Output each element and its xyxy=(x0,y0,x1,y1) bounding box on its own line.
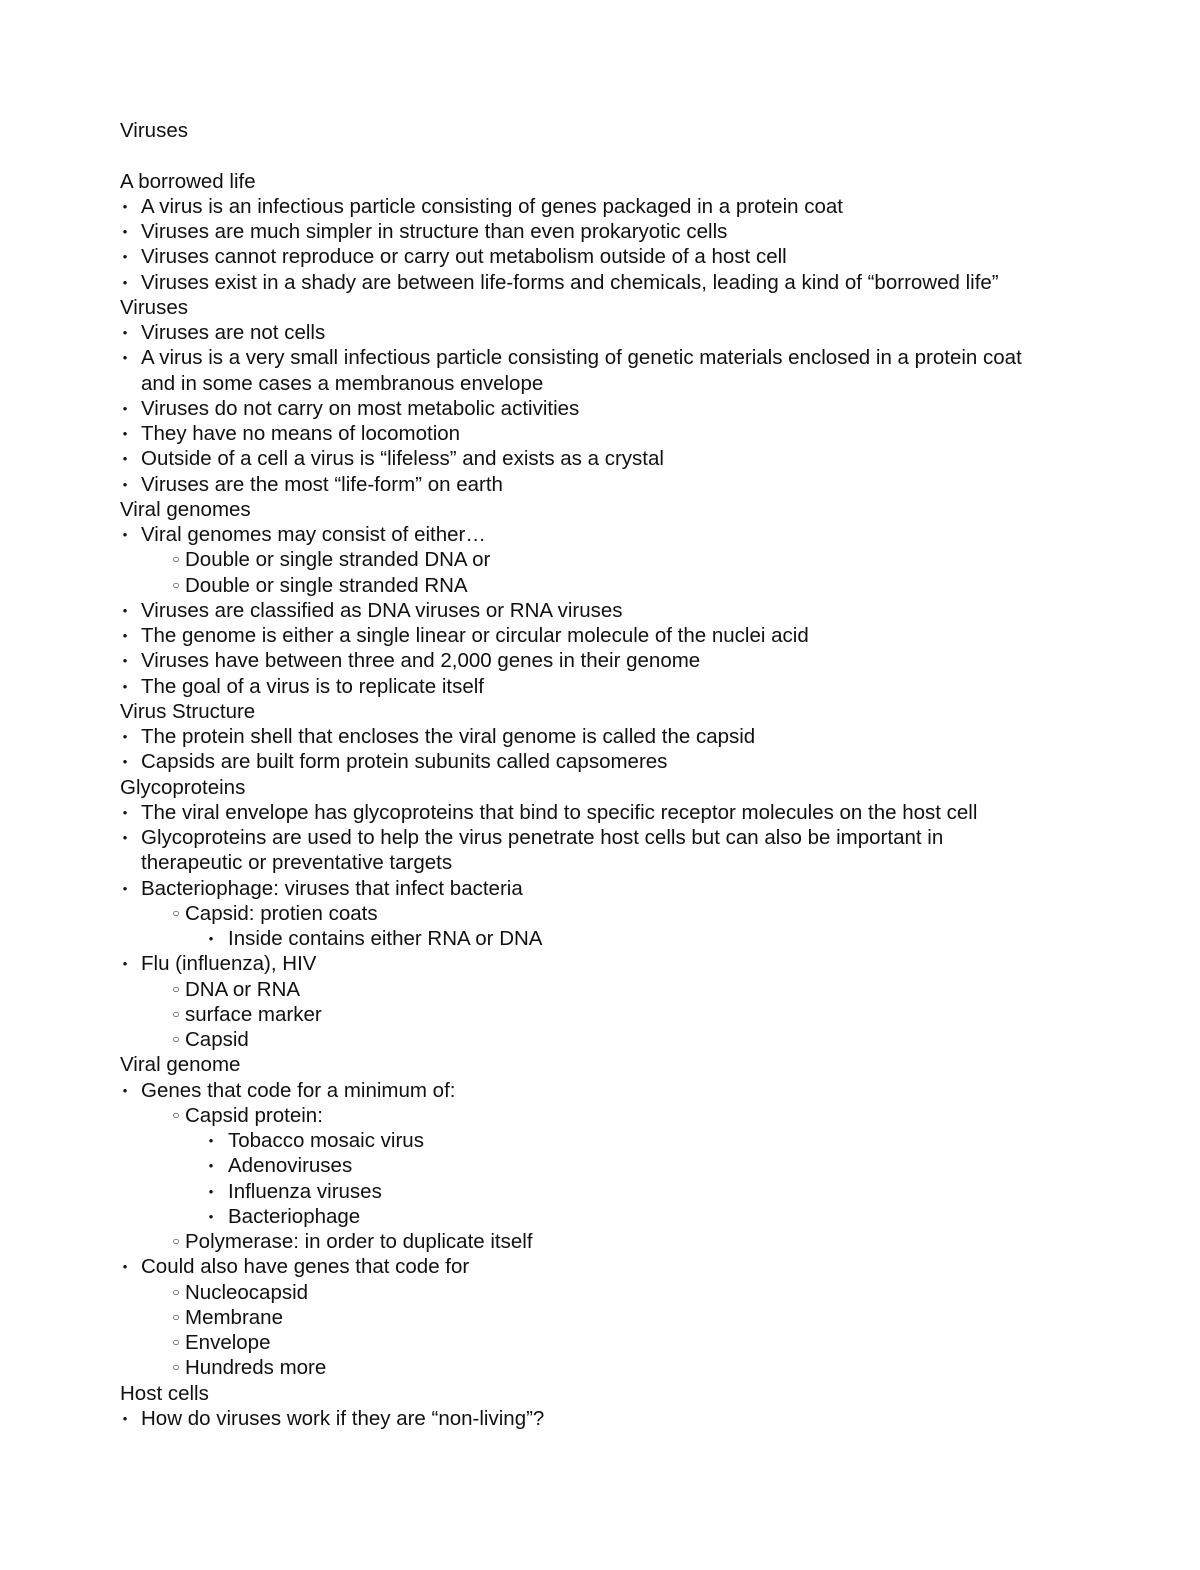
list-item xyxy=(120,1280,1080,1305)
list-item xyxy=(120,1128,1080,1153)
list-item-text: The genome is either a single linear or circular molecule of the nuclei acid xyxy=(141,624,809,647)
list-item xyxy=(120,547,1080,572)
document-body xyxy=(120,118,1080,1431)
bullet-icon: • xyxy=(208,1133,214,1148)
list-item xyxy=(120,648,1080,673)
hollow-bullet-icon: ○ xyxy=(172,981,180,996)
list-item-text: Viruses are classified as DNA viruses or RNA viruses xyxy=(141,598,623,622)
bullet-icon: • xyxy=(122,350,128,366)
hollow-bullet-icon: ○ xyxy=(172,1309,180,1324)
bullet-icon: • xyxy=(122,224,128,239)
list-item xyxy=(120,901,1080,926)
list-item-continuation xyxy=(120,371,1080,396)
notes-list xyxy=(120,169,1080,1432)
list-item xyxy=(120,1355,1080,1380)
list-item xyxy=(120,926,1080,951)
list-item xyxy=(120,522,1080,547)
list-item-text: Viruses are the most “life-form” on earth xyxy=(141,472,503,496)
list-item-text: Viruses cannot reproduce or carry out metabolism outside of a host cell xyxy=(141,245,787,269)
bullet-icon: • xyxy=(122,400,128,416)
list-item-text: Outside of a cell a virus is “lifeless” and exists as a crystal xyxy=(141,447,664,471)
list-item-continuation xyxy=(120,850,1080,875)
list-item-text: Double or single stranded DNA or xyxy=(185,548,491,572)
list-item xyxy=(120,749,1080,774)
list-item-text: Bacteriophage xyxy=(228,1204,361,1228)
list-item xyxy=(120,1305,1080,1330)
hollow-bullet-icon: ○ xyxy=(172,1234,180,1248)
list-item-text: Viruses exist in a shady are between life-forms and chemicals, leading a kind of “borrowed life” xyxy=(141,270,999,294)
hollow-bullet-icon: ○ xyxy=(172,905,180,920)
list-item-text: Could also have genes that code for xyxy=(141,1255,470,1279)
bullet-icon: • xyxy=(208,931,214,946)
section-heading: Host cells xyxy=(120,1381,209,1405)
bullet-icon: • xyxy=(122,830,128,845)
section-heading: Viruses xyxy=(120,295,188,319)
list-item xyxy=(120,1027,1080,1052)
section-heading: Virus Structure xyxy=(120,699,256,723)
list-item xyxy=(120,320,1080,345)
list-item-text: DNA or RNA xyxy=(185,977,301,1001)
list-item xyxy=(120,1254,1080,1279)
list-item-text: Viruses are not cells xyxy=(141,321,326,344)
bullet-icon: • xyxy=(122,527,128,542)
list-item xyxy=(120,446,1080,471)
list-item-text: Flu (influenza), HIV xyxy=(141,952,317,976)
list-item xyxy=(120,1406,1080,1431)
hollow-bullet-icon: ○ xyxy=(172,552,180,567)
list-item-text: and in some cases a membranous envelope xyxy=(141,371,544,395)
list-item-text: Membrane xyxy=(185,1305,283,1329)
list-item-text: Polymerase: in order to duplicate itself xyxy=(185,1230,533,1253)
list-item xyxy=(120,1153,1080,1178)
list-item xyxy=(120,825,1080,850)
list-item xyxy=(120,724,1080,749)
blank-line xyxy=(120,143,1080,168)
bullet-icon: • xyxy=(122,804,128,820)
bullet-icon: • xyxy=(122,956,128,972)
list-item-text: A virus is a very small infectious particle consisting of genetic materials enclosed in a protein coat xyxy=(141,346,1022,370)
list-item xyxy=(120,1103,1080,1128)
list-item-text: Inside contains either RNA or DNA xyxy=(228,927,543,950)
list-item-text: The protein shell that encloses the viral genome is called the capsid xyxy=(141,725,756,748)
list-item-text: Bacteriophage: viruses that infect bacteria xyxy=(141,876,523,900)
document-title: Viruses xyxy=(120,119,188,142)
list-item xyxy=(120,1002,1080,1027)
list-item xyxy=(120,1078,1080,1103)
hollow-bullet-icon: ○ xyxy=(172,577,180,592)
list-item xyxy=(120,1204,1080,1229)
list-item xyxy=(120,876,1080,901)
hollow-bullet-icon: ○ xyxy=(172,1335,180,1349)
bullet-icon: • xyxy=(208,1183,214,1199)
hollow-bullet-icon: ○ xyxy=(172,1006,180,1021)
list-item xyxy=(120,623,1080,648)
list-item-text: Hundreds more xyxy=(185,1356,327,1380)
list-item-text: Capsid xyxy=(185,1028,249,1051)
list-item-text: Genes that code for a minimum of: xyxy=(141,1078,456,1102)
bullet-icon: • xyxy=(122,249,128,265)
list-item xyxy=(120,219,1080,244)
list-item-text: surface marker xyxy=(185,1002,322,1026)
bullet-icon: • xyxy=(122,476,128,492)
bullet-icon: • xyxy=(122,628,128,643)
list-item xyxy=(120,977,1080,1002)
list-item-text: therapeutic or preventative targets xyxy=(141,851,453,875)
section-heading: Glycoproteins xyxy=(120,775,246,799)
list-item xyxy=(120,270,1080,295)
bullet-icon: • xyxy=(122,1410,128,1426)
list-item-text: They have no means of locomotion xyxy=(141,422,461,445)
list-item xyxy=(120,194,1080,219)
section-heading: Viral genomes xyxy=(120,497,251,521)
list-item xyxy=(120,573,1080,598)
list-item xyxy=(120,1330,1080,1355)
bullet-icon: • xyxy=(122,1082,128,1098)
list-item xyxy=(120,472,1080,497)
bullet-icon: • xyxy=(122,602,128,618)
list-item-text: Viruses have between three and 2,000 genes in their genome xyxy=(141,649,701,673)
list-item xyxy=(120,421,1080,446)
list-item xyxy=(120,1179,1080,1204)
bullet-icon: • xyxy=(122,1259,128,1275)
list-item-text: Envelope xyxy=(185,1331,271,1354)
list-item-text: Viruses are much simpler in structure than even prokaryotic cells xyxy=(141,220,728,243)
list-item xyxy=(120,951,1080,976)
bullet-icon: • xyxy=(208,1208,214,1224)
list-item-text: Adenoviruses xyxy=(228,1154,353,1178)
list-item-text: Capsids are built form protein subunits called capsomeres xyxy=(141,750,668,774)
bullet-icon: • xyxy=(122,754,128,770)
list-item-text: Nucleocapsid xyxy=(185,1280,309,1304)
list-item-text: Capsid: protien coats xyxy=(185,901,378,925)
hollow-bullet-icon: ○ xyxy=(172,1360,180,1375)
bullet-icon: • xyxy=(122,729,128,744)
hollow-bullet-icon: ○ xyxy=(172,1107,180,1122)
list-item-text: The viral envelope has glycoproteins that bind to specific receptor molecules on the host cell xyxy=(141,800,978,824)
list-item-text: Glycoproteins are used to help the virus penetrate host cells but can also be important in xyxy=(141,826,944,849)
list-item-text: How do viruses work if they are “non-living”? xyxy=(141,1406,545,1430)
bullet-icon: • xyxy=(122,451,128,467)
bullet-icon: • xyxy=(122,274,128,290)
list-item xyxy=(120,1229,1080,1254)
list-item-text: Viruses do not carry on most metabolic activities xyxy=(141,396,580,420)
list-item-text: The goal of a virus is to replicate itself xyxy=(141,674,484,698)
bullet-icon: • xyxy=(122,325,128,340)
list-item xyxy=(120,674,1080,699)
hollow-bullet-icon: ○ xyxy=(172,1032,180,1046)
bullet-icon: • xyxy=(122,880,128,896)
bullet-icon: • xyxy=(122,426,128,441)
list-item xyxy=(120,800,1080,825)
list-item-text: Viral genomes may consist of either… xyxy=(141,523,486,546)
list-item-text: Double or single stranded RNA xyxy=(185,573,468,597)
section-heading: A borrowed life xyxy=(120,169,256,193)
list-item-text: Capsid protein: xyxy=(185,1103,323,1127)
list-item xyxy=(120,345,1080,370)
list-item xyxy=(120,396,1080,421)
list-item-text: A virus is an infectious particle consisting of genes packaged in a protein coat xyxy=(141,194,843,218)
hollow-bullet-icon: ○ xyxy=(172,1284,180,1299)
list-item-text: Tobacco mosaic virus xyxy=(228,1129,424,1152)
list-item-text: Influenza viruses xyxy=(228,1179,382,1203)
bullet-icon: • xyxy=(122,198,128,214)
section-heading: Viral genome xyxy=(120,1053,241,1077)
list-item xyxy=(120,598,1080,623)
bullet-icon: • xyxy=(208,1158,214,1174)
bullet-icon: • xyxy=(122,678,128,694)
list-item xyxy=(120,244,1080,269)
bullet-icon: • xyxy=(122,653,128,669)
